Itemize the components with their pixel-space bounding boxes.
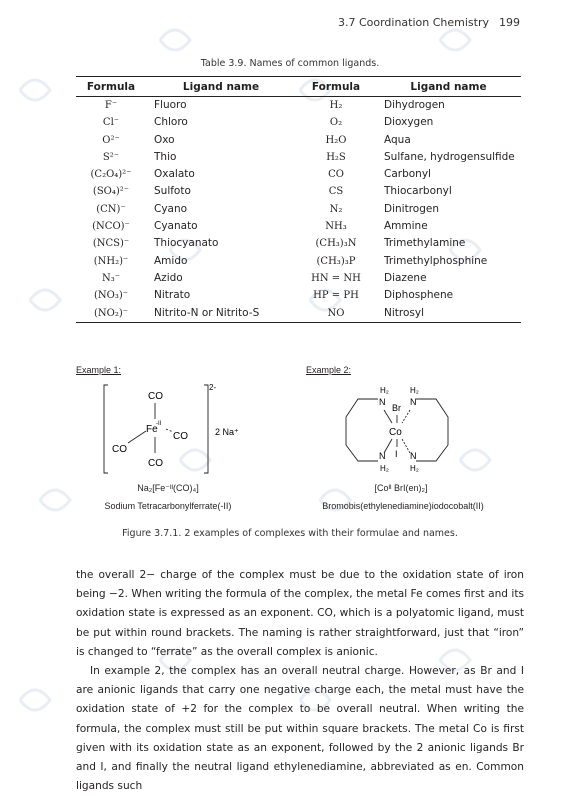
table-row <box>76 218 521 235</box>
example2-label: Example 2: <box>306 365 352 375</box>
cell-formula: (NCS)⁻ <box>92 238 130 250</box>
example1-formula: Na₂[Fe⁻ᴵᴵ(CO)₄] <box>137 483 199 493</box>
running-header <box>338 16 520 29</box>
cell-formula-2: NH₃ <box>325 221 347 233</box>
cell-ligand-name-2: Diazene <box>384 271 427 284</box>
example1-structure <box>76 377 276 481</box>
example2-formula: [Coᴵᴵ BrI(en)₂] <box>374 483 428 493</box>
ex1-co-left: CO <box>112 444 127 455</box>
table-row <box>76 183 521 200</box>
cell-ligand-name: Nitrato <box>154 289 191 302</box>
cell-formula: S²⁻ <box>102 151 120 163</box>
example1-name: Sodium Tetracarbonylferrate(-II) <box>104 501 232 511</box>
ex2-n-bl: N <box>379 451 386 461</box>
ex2-h2-tl: H₂ <box>380 386 389 395</box>
table-caption: Table 3.9. Names of common ligands. <box>200 58 380 69</box>
ex2-n-tl: N <box>379 397 386 407</box>
table-header-row <box>76 77 521 97</box>
ex1-metal-ox: -II <box>156 421 162 427</box>
table-row <box>76 132 521 149</box>
cell-ligand-name: Chloro <box>154 116 188 129</box>
cell-ligand-name: Oxo <box>154 133 175 146</box>
table-row <box>76 149 521 166</box>
ex2-h2-tr: H₂ <box>410 386 419 395</box>
cell-ligand-name: Fluoro <box>154 99 187 111</box>
table-row <box>76 270 521 287</box>
cell-ligand-name-2: Nitrosyl <box>376 305 521 323</box>
cell-formula: O²⁻ <box>102 134 120 146</box>
table-row <box>76 235 521 252</box>
table-row <box>76 201 521 218</box>
table-row <box>76 287 521 304</box>
cell-formula-2: NO <box>296 305 376 323</box>
cell-ligand-name-2: Ammine <box>384 220 428 233</box>
figure-caption: Figure 3.7.1. 2 examples of complexes with their formulae and names. <box>122 528 458 539</box>
table-row <box>76 114 521 131</box>
page-number: 199 <box>499 16 520 29</box>
body-text <box>76 566 524 796</box>
cell-formula-2: H₂O <box>325 134 347 146</box>
cell-formula-2: CO <box>328 169 344 181</box>
section-title: 3.7 Coordination Chemistry <box>337 16 489 29</box>
ex1-co-right: CO <box>173 431 188 442</box>
ligand-table <box>76 76 521 323</box>
cell-formula-2: HP = PH <box>313 290 359 302</box>
table-row <box>76 253 521 270</box>
cell-formula: Cl⁻ <box>102 117 120 129</box>
cell-ligand-name: Cyanato <box>154 220 198 233</box>
ex2-n-tr: N <box>410 397 417 407</box>
example2-structure <box>306 377 521 481</box>
ex2-n-br: N <box>410 451 417 461</box>
cell-ligand-name: Oxalato <box>154 168 195 181</box>
cell-formula: (CN)⁻ <box>96 203 126 215</box>
cell-ligand-name-2: Dinitrogen <box>384 202 439 215</box>
cell-formula: (NO₂)⁻ <box>76 305 146 323</box>
table-row <box>76 97 521 115</box>
cell-formula-2: O₂ <box>329 117 343 129</box>
cell-ligand-name: Cyano <box>154 202 188 215</box>
cell-ligand-name-2: Diphosphene <box>384 289 454 302</box>
cell-formula-2: CS <box>328 186 344 198</box>
ex2-i: I <box>395 449 398 459</box>
cell-formula: (C₂O₄)²⁻ <box>90 169 132 181</box>
cell-ligand-name-2: Trimethylamine <box>384 237 466 250</box>
ex2-br: Br <box>392 403 401 413</box>
cell-ligand-name: Nitrito-N or Nitrito-S <box>146 305 296 323</box>
col-header-formula: Formula <box>76 77 146 97</box>
cell-formula-2: (CH₃)₃N <box>315 238 357 250</box>
ex1-counterion: 2 Na⁺ <box>215 427 239 437</box>
col-header-formula-2: Formula <box>296 77 376 97</box>
cell-formula-2: N₂ <box>329 203 343 215</box>
cell-ligand-name-2: Aqua <box>384 133 411 146</box>
ex1-charge: 2- <box>209 383 217 392</box>
cell-formula: N₃⁻ <box>101 272 121 284</box>
cell-formula: F⁻ <box>104 100 118 111</box>
cell-formula: (NH₂)⁻ <box>93 255 129 267</box>
ex1-metal: Fe <box>146 424 158 435</box>
paragraph-2: In example 2, the complex has an overall neutral charge. However, as Br and I are anionic ligands that carry one negative charge each, the metal must have the oxidation state of +2 for the complex to be overall neutral. When writing the formula, the complex must still be put within square brackets. The metal Co is first given with its oxidation state as an exponent, followed by the 2 anionic ligands Br and I, and finally the neutral ligand ethylenediamine, abbreviated as en. Common ligands such <box>76 665 524 793</box>
ex2-h2-bl: H₂ <box>380 464 389 473</box>
cell-ligand-name: Amido <box>154 254 188 267</box>
figure-examples <box>76 365 521 525</box>
ex2-metal: Co <box>389 427 402 438</box>
col-header-ligand-name-2: Ligand name <box>376 77 521 97</box>
cell-ligand-name-2: Carbonyl <box>384 168 431 181</box>
cell-ligand-name: Sulfoto <box>154 185 191 198</box>
example1-label: Example 1: <box>76 365 122 375</box>
cell-formula: (NCO)⁻ <box>92 221 130 233</box>
cell-ligand-name-2: Thiocarbonyl <box>384 185 452 198</box>
cell-ligand-name-2: Trimethylphosphine <box>384 254 488 267</box>
ex1-co-top: CO <box>148 391 163 402</box>
col-header-ligand-name: Ligand name <box>146 77 296 97</box>
ex1-co-bottom: CO <box>148 458 163 469</box>
cell-ligand-name-2: Sulfane, hydrogensulfide <box>384 150 515 163</box>
cell-ligand-name: Thiocyanato <box>154 237 219 250</box>
paragraph-1: the overall 2− charge of the complex must be due to the oxidation state of iron being −2. When writing the formula of the complex, the metal Fe comes first and its oxidation state is expressed as an exponent. CO, which is a polyatomic ligand, must be put within round brackets. The naming is rather straightforward, just that “iron” is changed to “ferrate” as the overall complex is anionic. <box>76 569 524 658</box>
example2-name: Bromobis(ethylenediamine)iodocobalt(II) <box>322 501 484 511</box>
cell-formula: (NO₃)⁻ <box>93 290 129 302</box>
cell-formula-2: H₂S <box>326 151 346 163</box>
cell-formula: (SO₄)²⁻ <box>92 186 130 198</box>
cell-ligand-name: Azido <box>154 271 183 284</box>
cell-formula-2: HN = NH <box>311 272 361 284</box>
table-row <box>76 166 521 183</box>
cell-ligand-name-2: Dihydrogen <box>384 99 445 111</box>
cell-ligand-name: Thio <box>154 150 177 163</box>
cell-formula-2: H₂ <box>329 100 343 111</box>
cell-ligand-name-2: Dioxygen <box>384 116 434 129</box>
ex2-h2-br: H₂ <box>410 464 419 473</box>
table-row <box>76 305 521 323</box>
cell-formula-2: (CH₃)₃P <box>316 255 356 267</box>
